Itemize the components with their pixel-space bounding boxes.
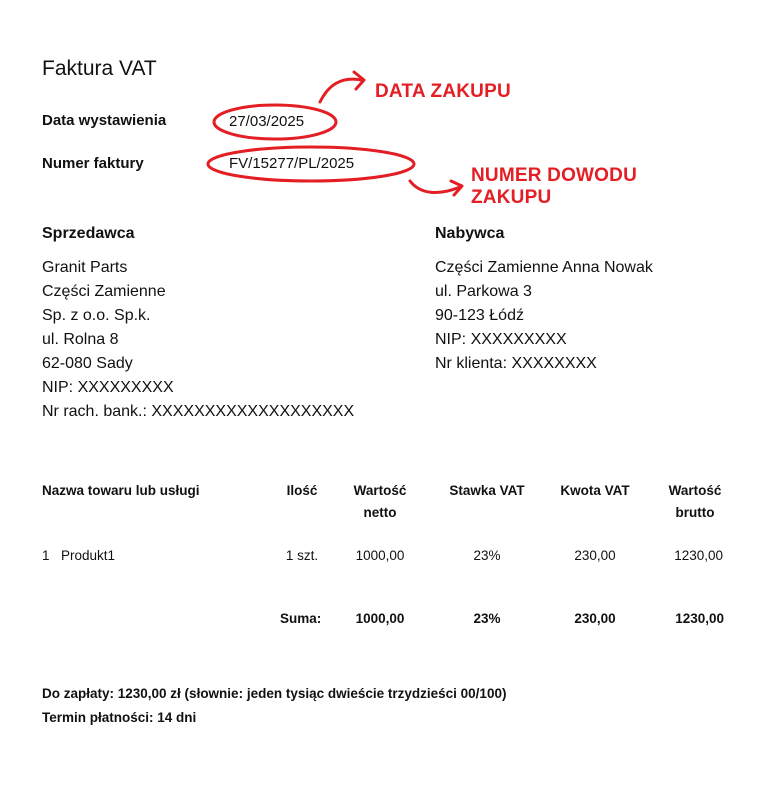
seller-line: Nr rach. bank.: XXXXXXXXXXXXXXXXXXX	[42, 403, 355, 420]
col-header-net-line2: netto	[363, 505, 397, 520]
buyer-heading: Nabywca	[435, 225, 505, 242]
buyer-line: ul. Parkowa 3	[435, 283, 532, 300]
payment-term: Termin płatności: 14 dni	[42, 710, 197, 725]
sum-vat-amount: 230,00	[574, 611, 616, 626]
col-header-net	[340, 480, 420, 524]
col-header-net-line1: Wartość	[353, 483, 407, 498]
seller-line: Części Zamienne	[42, 283, 166, 300]
seller-heading: Sprzedawca	[42, 225, 135, 242]
seller-details	[42, 256, 354, 424]
seller-line: Sp. z o.o. Sp.k.	[42, 307, 151, 324]
row-product-name: Produkt1	[61, 548, 116, 563]
row-net: 1000,00	[355, 548, 405, 563]
seller-line: Granit Parts	[42, 259, 128, 276]
row-qty: 1 szt.	[285, 548, 319, 563]
proof-number-arrow	[410, 181, 460, 193]
col-header-vat-amount: Kwota VAT	[560, 483, 630, 498]
seller-line: NIP: XXXXXXXXX	[42, 379, 174, 396]
col-header-name: Nazwa towaru lub usługi	[42, 483, 200, 498]
invoice-title: Faktura VAT	[42, 57, 157, 80]
sum-net: 1000,00	[355, 611, 405, 626]
buyer-line: NIP: XXXXXXXXX	[435, 331, 567, 348]
invoice-number-label: Numer faktury	[42, 155, 144, 172]
annotation-proof-number-line1: NUMER DOWODU	[471, 165, 637, 186]
purchase-date-arrowhead	[354, 72, 364, 89]
amount-to-pay: Do zapłaty: 1230,00 zł (słownie: jeden tysiąc dwieście trzydzieści 00/100)	[42, 686, 507, 701]
col-header-vat-rate: Stawka VAT	[449, 483, 525, 498]
invoice-number-value: FV/15277/PL/2025	[229, 155, 355, 172]
sum-label: Suma:	[280, 611, 322, 626]
row-vat-rate: 23%	[473, 548, 501, 563]
issue-date-value: 27/03/2025	[229, 113, 305, 130]
seller-line: ul. Rolna 8	[42, 331, 119, 348]
row-gross: 1230,00	[674, 548, 723, 563]
seller-line: 62-080 Sady	[42, 355, 133, 372]
purchase-date-arrow	[320, 79, 362, 102]
row-number: 1	[42, 548, 50, 563]
proof-number-arrowhead	[451, 181, 462, 195]
annotation-proof-number-line2: ZAKUPU	[471, 187, 552, 208]
row-vat-amount: 230,00	[574, 548, 616, 563]
annotation-purchase-date: DATA ZAKUPU	[375, 81, 511, 102]
sum-gross: 1230,00	[675, 611, 724, 626]
col-header-gross-line2: brutto	[675, 505, 715, 520]
col-header-gross	[655, 480, 735, 524]
buyer-line: Części Zamienne Anna Nowak	[435, 259, 653, 276]
buyer-line: 90-123 Łódź	[435, 307, 524, 324]
buyer-line: Nr klienta: XXXXXXXX	[435, 355, 597, 372]
issue-date-label: Data wystawienia	[42, 112, 167, 129]
col-header-gross-line1: Wartość	[668, 483, 722, 498]
col-header-qty: Ilość	[286, 483, 318, 498]
sum-vat-rate: 23%	[473, 611, 501, 626]
buyer-details	[435, 256, 653, 376]
